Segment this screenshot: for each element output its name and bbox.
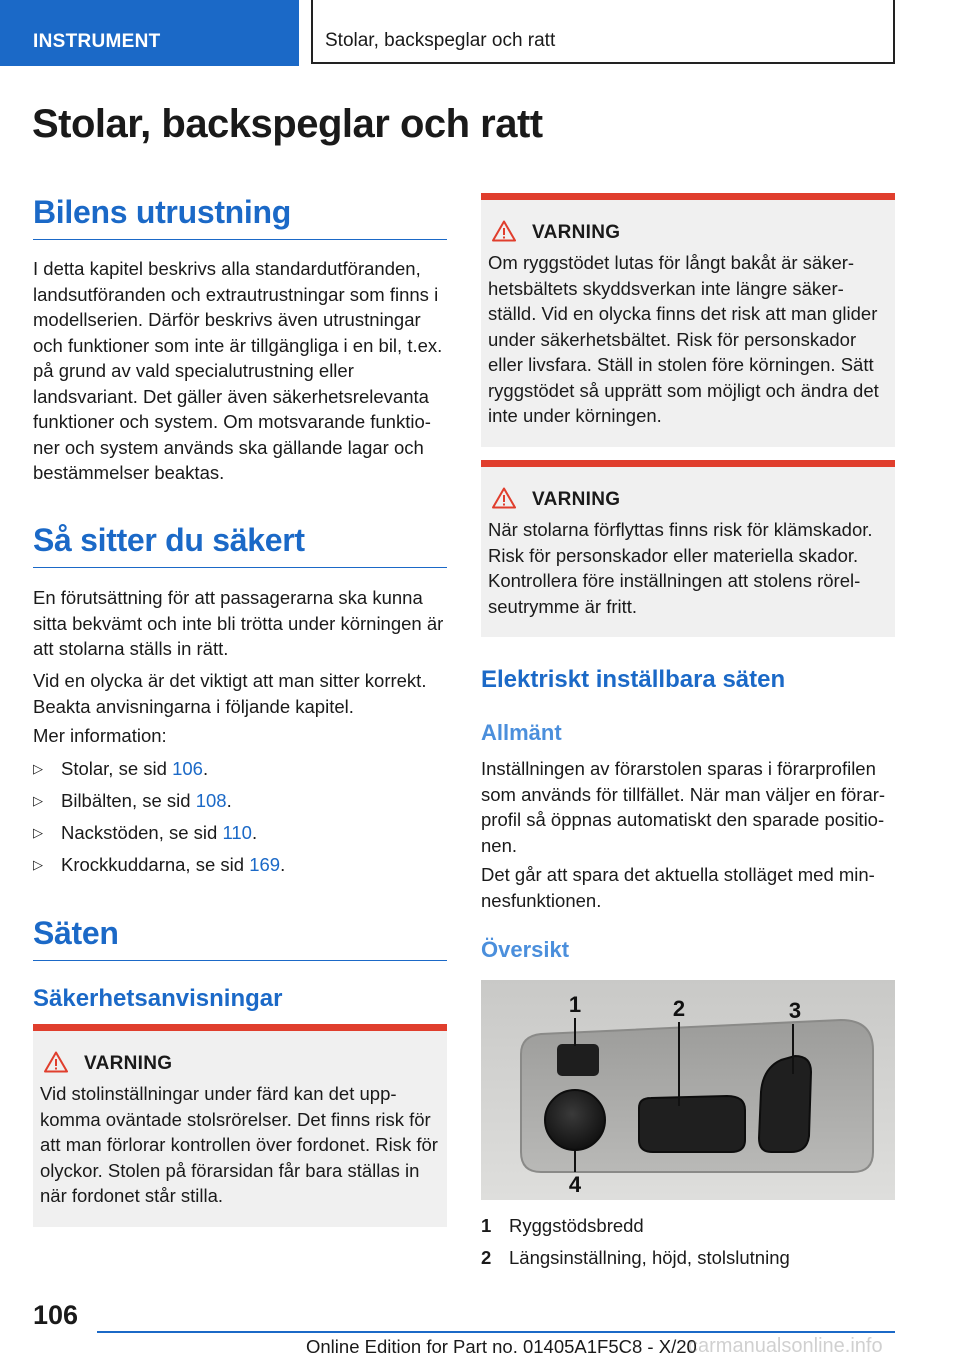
list-item [33, 788, 447, 820]
paragraph-sit-safely-1: En förutsättning för att passagerarna ska kunna sitta bekvämt och inte bli trötta under körningen är att stolarna ställs in rätt. [33, 587, 444, 659]
section-tab: INSTRUMENT [0, 0, 299, 66]
paragraph-equipment: I detta kapitel beskrivs alla standardutföranden, landsutföranden och extrautrustningar som finns i modellserien. Därför beskrivs även utrustningar och funktioner som inte är tillgängliga i en bil, t.ex. på grund av vald specialutrustning eller landsvariant. Det gäller även säkerhetsrelevanta funktioner och system. Om motsvarande funktio- ner och system används ska gällande lagar och bestämmelser beaktas. [33, 258, 443, 483]
warning-triangle-icon [492, 487, 516, 509]
triangle-bullet-icon: ▷ [33, 857, 43, 872]
warning-text: När stolarna förflyttas finns risk för klämskador. Risk för personskador eller materiella skador. Kontrollera före inställningen att stolens rörel- seutrymme är fritt. [488, 519, 873, 617]
page-title: Stolar, backspeglar och ratt [32, 102, 543, 146]
list-item-end: . [202, 758, 209, 779]
legend-number: 2 [481, 1247, 492, 1268]
warning-triangle-icon [492, 220, 516, 242]
callout-4: 4 [568, 1172, 582, 1197]
legend-text: Ryggstödsbredd [509, 1215, 644, 1236]
list-item-end: . [280, 854, 286, 875]
list-item [33, 852, 447, 884]
list-item-text: Stolar, se sid [61, 758, 173, 779]
warning-box-pinch [481, 460, 895, 637]
list-item-text: Bilbälten, se sid [61, 790, 196, 811]
page-link[interactable]: 110 [222, 822, 252, 843]
backrest-width-button [557, 1044, 599, 1076]
warning-title: VARNING [532, 489, 621, 510]
warning-title: VARNING [84, 1053, 173, 1074]
warning-header [40, 1053, 439, 1079]
warning-header [488, 489, 887, 515]
chapter-tab: Stolar, backspeglar och ratt [311, 0, 895, 64]
warning-triangle-icon [44, 1051, 68, 1073]
list-item-text: Nackstöden, se sid [61, 822, 223, 843]
triangle-bullet-icon: ▷ [33, 761, 43, 776]
warning-text: Vid stolinställningar under färd kan det upp- komma oväntade stolsrörelser. Det finns risk för att man förlorar kontrollen över fordonet. Risk för olyckor. Stolen på förarsidan får bara ställas in när fordonet står stilla. [40, 1083, 438, 1206]
list-item-text: Krockkuddarna, se sid [61, 854, 250, 875]
watermark: carmanualsonline.info [688, 1335, 883, 1357]
warning-box-seat-adjust [33, 1024, 447, 1227]
paragraph-general-2: Det går att spara det aktuella stolläget med min- nesfunktionen. [481, 864, 875, 911]
heading-sit-safely: Så sitter du säkert [33, 522, 447, 568]
warning-text: Om ryggstödet lutas för långt bakåt är säker- hetsbältets skyddsverkan inte längre säker- ställd. Vid en olycka finns det risk att man glider under säkerhetsbältet. Risk för personskador eller livsfara. Ställ in stolen före körningen. Sätt ryggstödet så upprätt som möjligt och ändra det inte under körningen. [488, 252, 879, 426]
legend-text: Längsinställning, höjd, stolslutning [509, 1247, 790, 1268]
legend-number: 1 [481, 1215, 492, 1236]
warning-header [488, 222, 887, 248]
warning-box-backrest [481, 193, 895, 447]
page-link[interactable]: 169 [249, 854, 281, 875]
page-number: 106 [33, 1300, 79, 1330]
list-item [33, 756, 447, 788]
heading-general: Allmänt [481, 720, 562, 745]
triangle-bullet-icon: ▷ [33, 825, 43, 840]
reference-list [33, 756, 447, 884]
warning-title: VARNING [532, 222, 621, 243]
heading-overview: Översikt [481, 937, 570, 962]
callout-2: 2 [672, 996, 686, 1021]
paragraph-sit-safely-2: Vid en olycka är det viktigt att man sitter korrekt. Beakta anvisningarna i följande kapitel. [33, 670, 427, 717]
heading-equipment: Bilens utrustning [33, 194, 447, 240]
heading-electric-seats: Elektriskt inställbara säten [481, 666, 786, 693]
footer-divider [97, 1331, 895, 1333]
triangle-bullet-icon: ▷ [33, 793, 43, 808]
seat-controls-photo [481, 980, 895, 1200]
paragraph-general-1: Inställningen av förarstolen sparas i förarprofilen som används för tillfället. När man väljer en förar- profil så öppnas automatiskt den sparade positio- nen. [481, 758, 886, 856]
page-link[interactable]: 106 [172, 758, 203, 779]
edition-text: Online Edition for Part no. 01405A1F5C8 - X/20 [306, 1336, 697, 1357]
callout-1: 1 [568, 992, 582, 1017]
list-item [33, 820, 447, 852]
heading-safety-notes: Säkerhetsanvisningar [33, 985, 283, 1012]
paragraph-more-info: Mer information: [33, 725, 167, 746]
list-item-end: . [251, 822, 258, 843]
heading-seats: Säten [33, 915, 447, 961]
list-item-end: . [226, 790, 232, 811]
seat-base-switch [639, 1096, 745, 1152]
page-link[interactable]: 108 [195, 790, 227, 811]
page-header [0, 0, 960, 66]
callout-3: 3 [788, 998, 802, 1023]
memory-knob [545, 1090, 605, 1150]
